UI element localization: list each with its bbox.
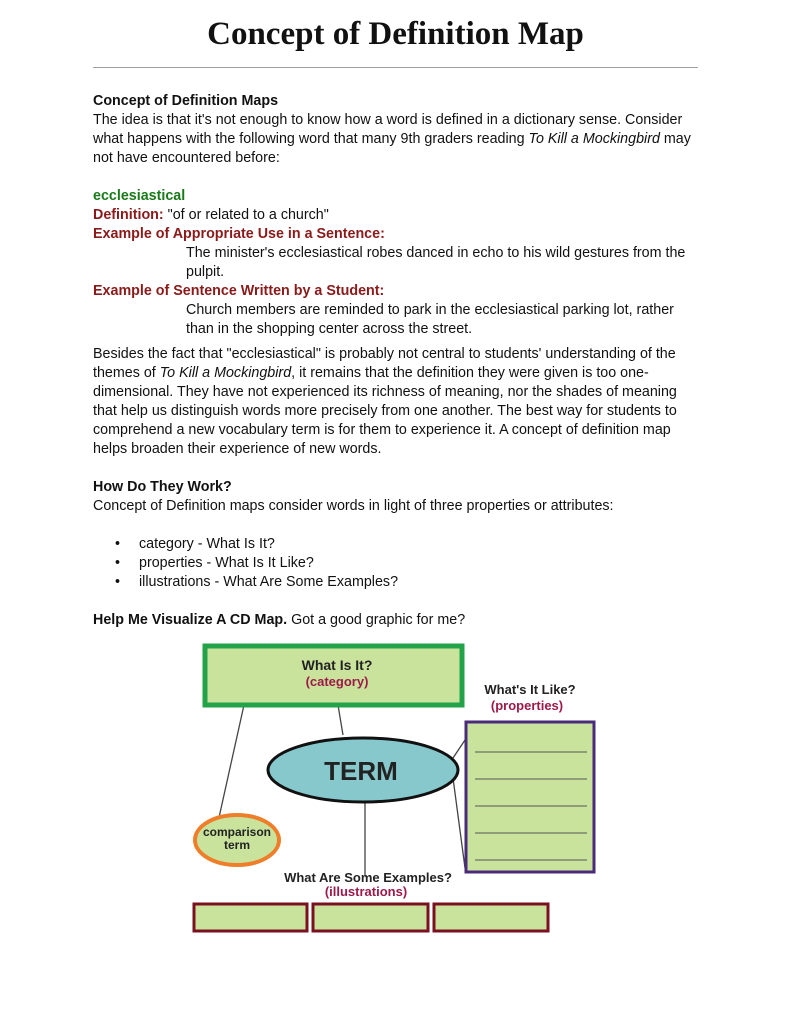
- intro-book-title: To Kill a Mockingbird: [528, 131, 660, 147]
- list-item: • category - What Is It?: [139, 535, 693, 554]
- besides-book-title: To Kill a Mockingbird: [159, 365, 292, 381]
- cd-map-diagram: [185, 640, 605, 940]
- definition-label: Definition:: [93, 207, 164, 223]
- comparison-label-line2: term: [223, 838, 251, 852]
- besides-paragraph: [93, 345, 693, 459]
- connector-line: [453, 740, 465, 758]
- besides-text-after: , it remains that the definition they were given is too one-dimensional. They have not experienced its richness of meaning, nor the shades of meaning that help us distinguish words more precisely from one another. The best way for students to comprehend a new vocabulary term is for them to experience it. A concept of definition map helps broaden their experience of new words.: [93, 365, 677, 457]
- page-title: Concept of Definition Map: [207, 16, 584, 52]
- example-sentence: The minister's ecclesiastical robes danced in echo to his wild gestures from the pulpit.: [186, 245, 686, 280]
- how-heading: How Do They Work?: [93, 479, 232, 495]
- intro-text-after: may not have encountered before:: [93, 131, 691, 166]
- intro-text-before: The idea is that it's not enough to know how a word is defined in a dictionary sense. Consider what happens with the following word that many 9th graders reading: [93, 112, 683, 147]
- properties-label: (properties): [490, 698, 564, 713]
- attributes-list: [93, 535, 693, 592]
- visualize-line: [93, 611, 693, 630]
- visualize-bold: Help Me Visualize A CD Map.: [93, 612, 288, 628]
- whats-it-like-label: What's It Like?: [484, 682, 576, 697]
- comparison-label-line1: comparison: [202, 825, 272, 839]
- vocab-word: ecclesiastical: [93, 188, 186, 204]
- what-is-it-label: What Is It?: [301, 657, 373, 673]
- visualize-text: Got a good graphic for me?: [287, 612, 466, 628]
- document-body: [93, 92, 693, 630]
- student-example-label: Example of Sentence Written by a Student:: [93, 283, 385, 299]
- how-text: Concept of Definition maps consider words in light of three properties or attributes:: [93, 498, 614, 514]
- besides-text-before: Besides the fact that "ecclesiastical" is probably not central to students' understanding of the themes of: [93, 346, 676, 381]
- list-item: • illustrations - What Are Some Examples?: [139, 573, 693, 592]
- student-sentence: Church members are reminded to park in the ecclesiastical parking lot, rather than in the shopping center across the street.: [186, 302, 674, 337]
- properties-box: [466, 722, 594, 872]
- definition-line: [93, 206, 693, 225]
- connector-line: [218, 705, 244, 822]
- example-box: [194, 904, 307, 931]
- connector-line: [453, 778, 465, 868]
- term-label: TERM: [324, 756, 398, 786]
- category-label: (category): [305, 674, 369, 689]
- examples-label: What Are Some Examples?: [284, 870, 452, 885]
- example-label: Example of Appropriate Use in a Sentence:: [93, 226, 385, 242]
- title-divider: [93, 67, 698, 68]
- example-box: [434, 904, 548, 931]
- list-item: • properties - What Is It Like?: [139, 554, 693, 573]
- illustrations-label: (illustrations): [324, 884, 408, 899]
- intro-paragraph: [93, 111, 693, 168]
- example-box: [313, 904, 428, 931]
- definition-text: "of or related to a church": [163, 207, 329, 223]
- intro-heading: Concept of Definition Maps: [93, 93, 279, 109]
- connector-line: [338, 705, 343, 735]
